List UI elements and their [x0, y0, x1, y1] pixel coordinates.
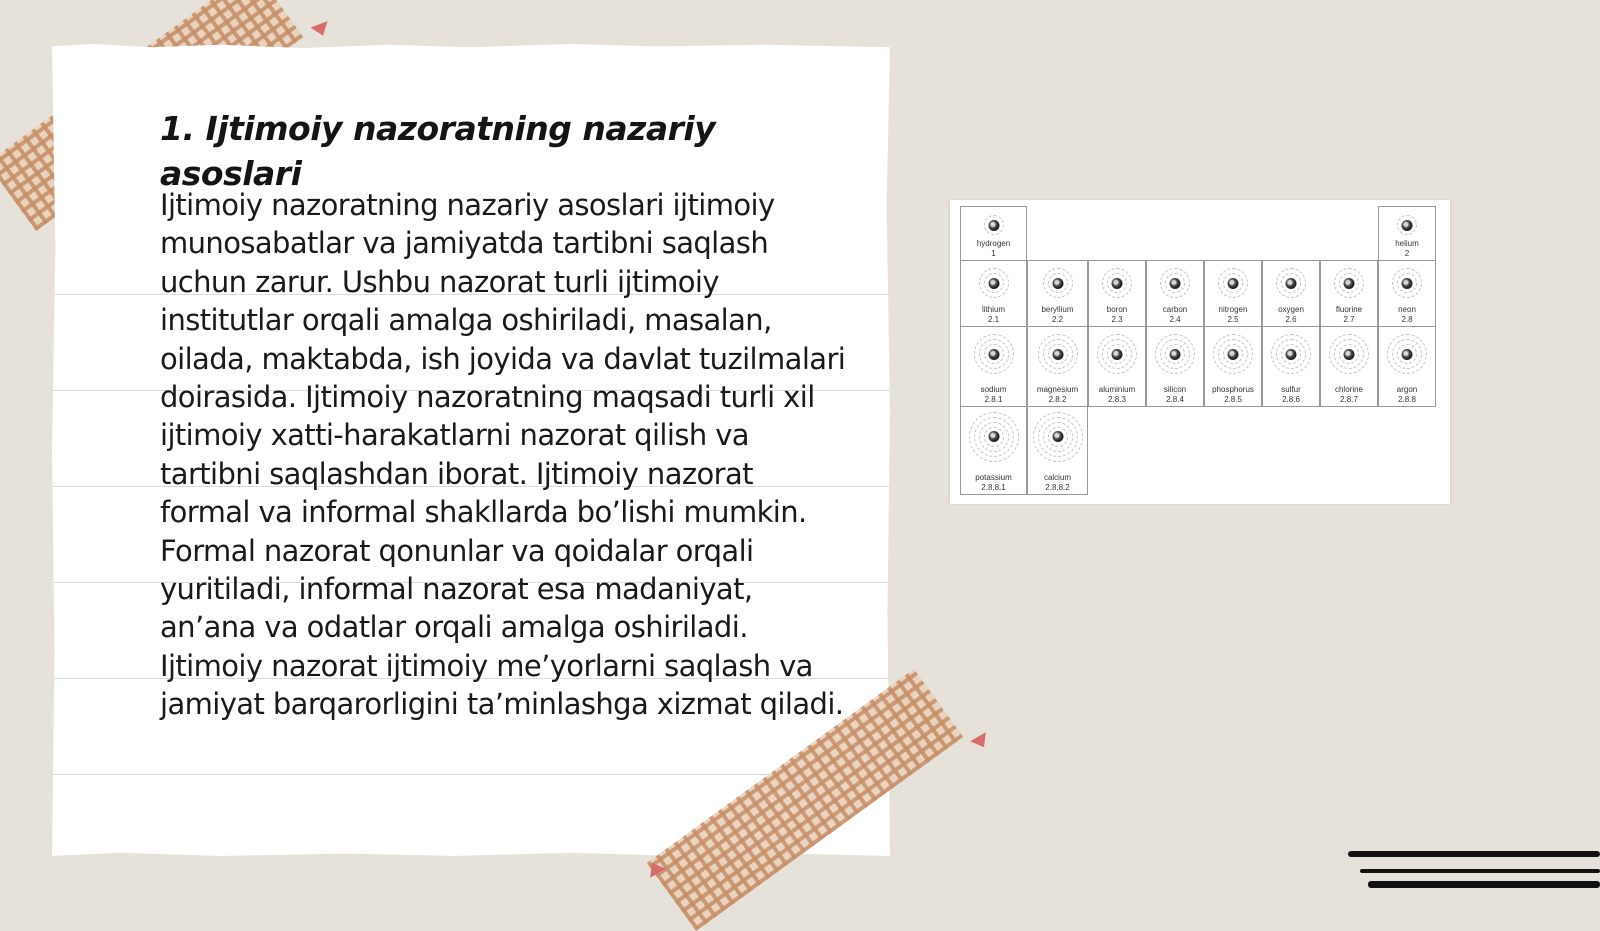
- element-name: carbon: [1162, 305, 1188, 314]
- element-configuration: 2.8.5: [1224, 395, 1242, 404]
- atom-nucleus-icon: [1286, 278, 1297, 289]
- brush-stroke: [1368, 881, 1600, 888]
- element-configuration: 2.8.2: [1048, 395, 1067, 404]
- element-cell-boron: [1088, 260, 1146, 327]
- atom-nucleus-icon: [1228, 349, 1239, 360]
- element-configuration: 2.3: [1111, 315, 1123, 324]
- element-cell-sulfur: [1262, 326, 1320, 407]
- atom-nucleus-icon: [1052, 278, 1063, 289]
- element-name: sulfur: [1281, 385, 1301, 394]
- atom-nucleus-icon: [1112, 349, 1123, 360]
- element-configuration: 2.8.1: [984, 395, 1003, 404]
- element-name: aluminium: [1098, 385, 1136, 394]
- element-cell-fluorine: [1320, 260, 1378, 327]
- element-cell-aluminium: [1088, 326, 1146, 407]
- paper-line: [52, 774, 890, 775]
- atom-nucleus-icon: [1402, 349, 1413, 360]
- element-configuration: 2.4: [1169, 315, 1181, 324]
- element-name: boron: [1106, 305, 1128, 314]
- atom-nucleus-icon: [1170, 349, 1181, 360]
- element-configuration: 1: [991, 249, 996, 258]
- brush-stroke: [1360, 869, 1600, 873]
- element-cell-argon: [1378, 326, 1436, 407]
- atom-nucleus-icon: [1402, 220, 1413, 231]
- element-cell-calcium: [1027, 406, 1088, 495]
- element-name: lithium: [981, 305, 1006, 314]
- element-configuration: 2.8.8.1: [981, 483, 1006, 492]
- element-name: hydrogen: [976, 239, 1011, 248]
- atom-nucleus-icon: [1286, 349, 1297, 360]
- periodic-table-image: [950, 200, 1450, 504]
- element-configuration: 2.8.8: [1398, 395, 1416, 404]
- atom-nucleus-icon: [1112, 278, 1123, 289]
- atom-nucleus-icon: [988, 220, 999, 231]
- element-name: potassium: [975, 473, 1012, 482]
- atom-nucleus-icon: [988, 431, 999, 442]
- element-name: chlorine: [1334, 385, 1363, 394]
- slide-body-text: Ijtimoiy nazoratning nazariy asoslari ijtimoiy munosabatlar va jamiyatda tartibni saqlash uchun zarur. Ushbu nazorat turli ijtimoiy institutlar orqali amalga oshiriladi, masalan, oilada, maktabda, ish joyida va davlat tuzilmalari doirasida. Ijtimoiy nazoratning maqsadi turli xil ijtimoiy xatti-harakatlarni nazorat qilish va tartibni saqlashdan iborat. Ijtimoiy nazorat formal va informal shakllarda bo’lishi mumkin. Formal nazorat qonunlar va qoidalar orqali yuritiladi, informal nazorat esa madaniyat, an’ana va odatlar orqali amalga oshiriladi. Ijtimoiy nazorat ijtimoiy me’yorlarni saqlash va jamiyat barqarorligini ta’minlashga xizmat qiladi.: [160, 188, 846, 722]
- slide-title: 1. Ijtimoiy nazoratning nazariy asoslari: [160, 109, 716, 193]
- element-configuration: 2.8.4: [1166, 395, 1184, 404]
- pin-icon: [310, 21, 331, 38]
- element-name: beryllium: [1041, 305, 1074, 314]
- atom-nucleus-icon: [1402, 278, 1413, 289]
- element-name: argon: [1396, 385, 1418, 394]
- element-cell-chlorine: [1320, 326, 1378, 407]
- element-configuration: 2.6: [1285, 315, 1297, 324]
- element-cell-neon: [1378, 260, 1436, 327]
- element-name: nitrogen: [1218, 305, 1248, 314]
- element-name: oxygen: [1278, 305, 1304, 314]
- atom-nucleus-icon: [1052, 431, 1063, 442]
- element-cell-hydrogen: [960, 206, 1027, 261]
- atom-nucleus-icon: [1052, 349, 1063, 360]
- element-cell-potassium: [960, 406, 1027, 495]
- element-name: silicon: [1163, 385, 1187, 394]
- element-cell-silicon: [1146, 326, 1204, 407]
- element-configuration: 2.8.7: [1340, 395, 1358, 404]
- element-cell-carbon: [1146, 260, 1204, 327]
- atom-nucleus-icon: [988, 278, 999, 289]
- element-configuration: 2.8.8.2: [1045, 483, 1070, 492]
- element-configuration: 2.8: [1401, 315, 1413, 324]
- brush-stroke: [1348, 851, 1600, 857]
- element-cell-nitrogen: [1204, 260, 1262, 327]
- element-cell-lithium: [960, 260, 1027, 327]
- element-cell-helium: [1378, 206, 1436, 261]
- element-configuration: 2.1: [987, 315, 1000, 324]
- pin-icon: [970, 732, 992, 751]
- element-configuration: 2.8.3: [1108, 395, 1126, 404]
- element-configuration: 2.5: [1227, 315, 1239, 324]
- element-cell-beryllium: [1027, 260, 1088, 327]
- element-name: calcium: [1043, 473, 1072, 482]
- element-cell-sodium: [960, 326, 1027, 407]
- element-configuration: 2.7: [1343, 315, 1355, 324]
- element-cell-magnesium: [1027, 326, 1088, 407]
- element-name: fluorine: [1335, 305, 1363, 314]
- element-name: phosphorus: [1212, 385, 1254, 394]
- element-name: magnesium: [1036, 385, 1079, 394]
- atom-nucleus-icon: [1344, 349, 1355, 360]
- atom-nucleus-icon: [988, 349, 999, 360]
- element-configuration: 2.2: [1051, 315, 1064, 324]
- element-configuration: 2.8.6: [1282, 395, 1300, 404]
- atom-nucleus-icon: [1170, 278, 1181, 289]
- atom-nucleus-icon: [1228, 278, 1239, 289]
- element-configuration: 2: [1404, 249, 1410, 258]
- element-name: helium: [1395, 239, 1419, 248]
- element-cell-oxygen: [1262, 260, 1320, 327]
- element-cell-phosphorus: [1204, 326, 1262, 407]
- atom-nucleus-icon: [1344, 278, 1355, 289]
- element-name: sodium: [980, 385, 1007, 394]
- element-name: neon: [1398, 305, 1416, 314]
